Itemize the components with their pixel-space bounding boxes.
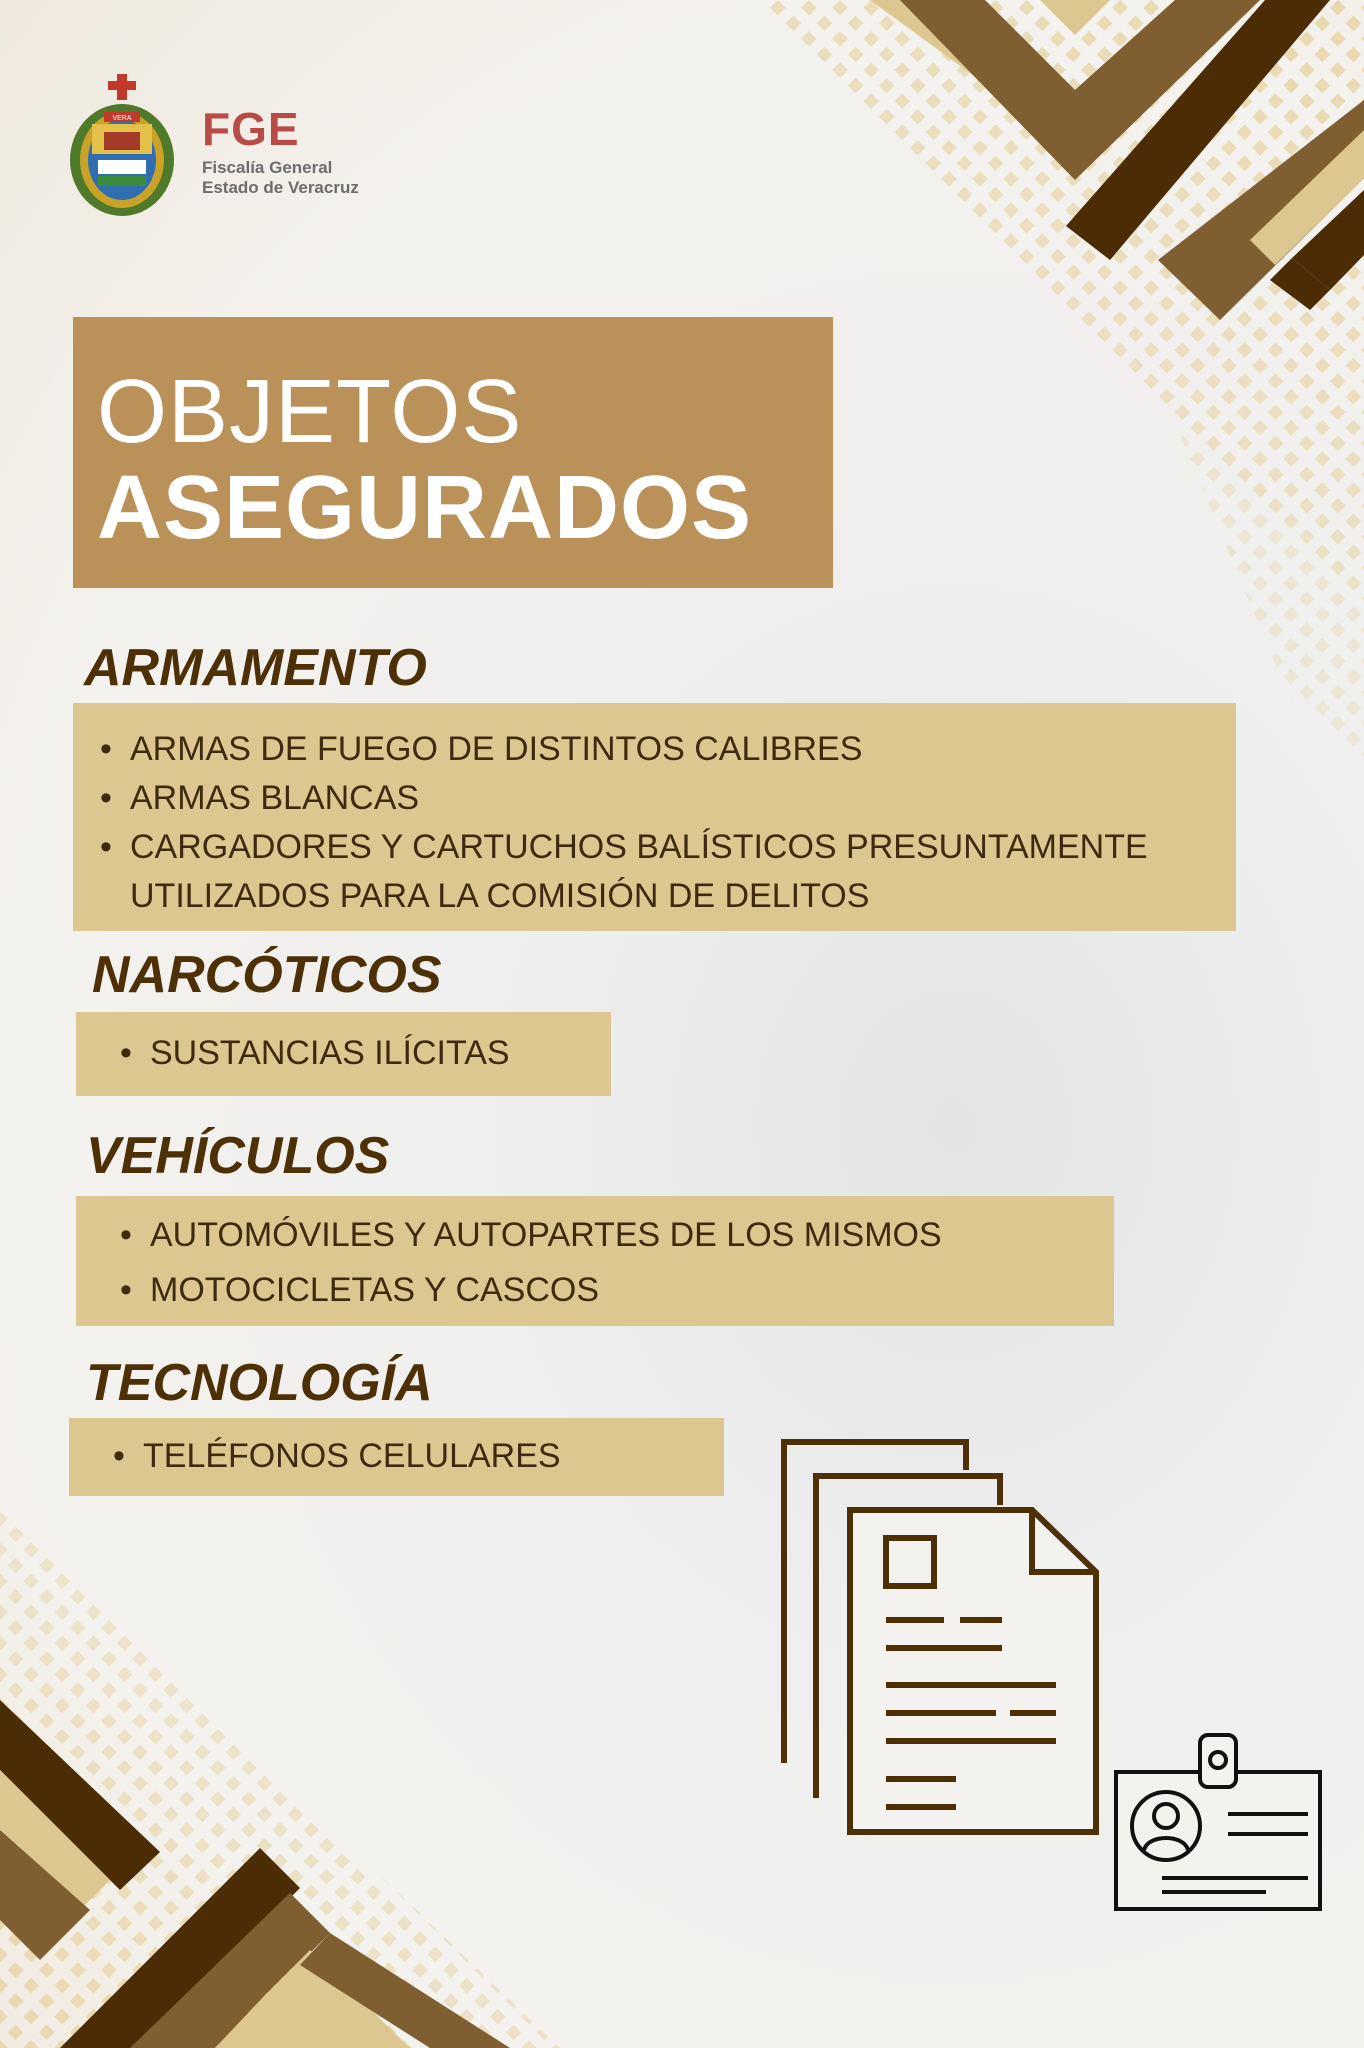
title-box — [73, 317, 833, 588]
list-item: • ARMAS DE FUEGO DE DISTINTOS CALIBRES — [130, 725, 1236, 774]
documents-icon — [770, 1430, 1110, 1840]
list-item: • SUSTANCIAS ILÍCITAS — [150, 1029, 611, 1078]
title-line1: OBJETOS — [97, 362, 523, 462]
id-card-icon — [1110, 1730, 1326, 1915]
list-item: • TELÉFONOS CELULARES — [143, 1432, 724, 1481]
list-item: • CARGADORES Y CARTUCHOS BALÍSTICOS PRESUNTAMENTE — [130, 823, 1236, 872]
section-heading-tecnologia: TECNOLOGÍA — [86, 1354, 433, 1412]
section-heading-vehiculos: VEHÍCULOS — [86, 1127, 390, 1185]
bottom-left-decoration — [0, 1480, 700, 2048]
vehiculos-box — [76, 1196, 1114, 1326]
fge-line1: Fiscalía General — [202, 158, 333, 177]
list-item: • MOTOCICLETAS Y CASCOS — [150, 1263, 1114, 1318]
coat-of-arms-icon — [62, 72, 182, 220]
title-line2: ASEGURADOS — [97, 458, 753, 558]
section-heading-armamento: ARMAMENTO — [84, 639, 427, 697]
list-item: • ARMAS BLANCAS — [130, 774, 1236, 823]
list-item: • AUTOMÓVILES Y AUTOPARTES DE LOS MISMOS — [150, 1208, 1114, 1263]
fge-acronym: FGE — [202, 103, 300, 155]
fge-logo — [62, 72, 382, 222]
narcoticos-box — [76, 1012, 611, 1096]
section-heading-narcoticos: NARCÓTICOS — [92, 946, 442, 1004]
tecnologia-box — [69, 1418, 724, 1496]
seal-label: VERA — [112, 115, 132, 122]
fge-line2: Estado de Veracruz — [202, 178, 359, 197]
armamento-box — [73, 703, 1236, 931]
list-item-continuation: UTILIZADOS PARA LA COMISIÓN DE DELITOS — [130, 877, 870, 915]
